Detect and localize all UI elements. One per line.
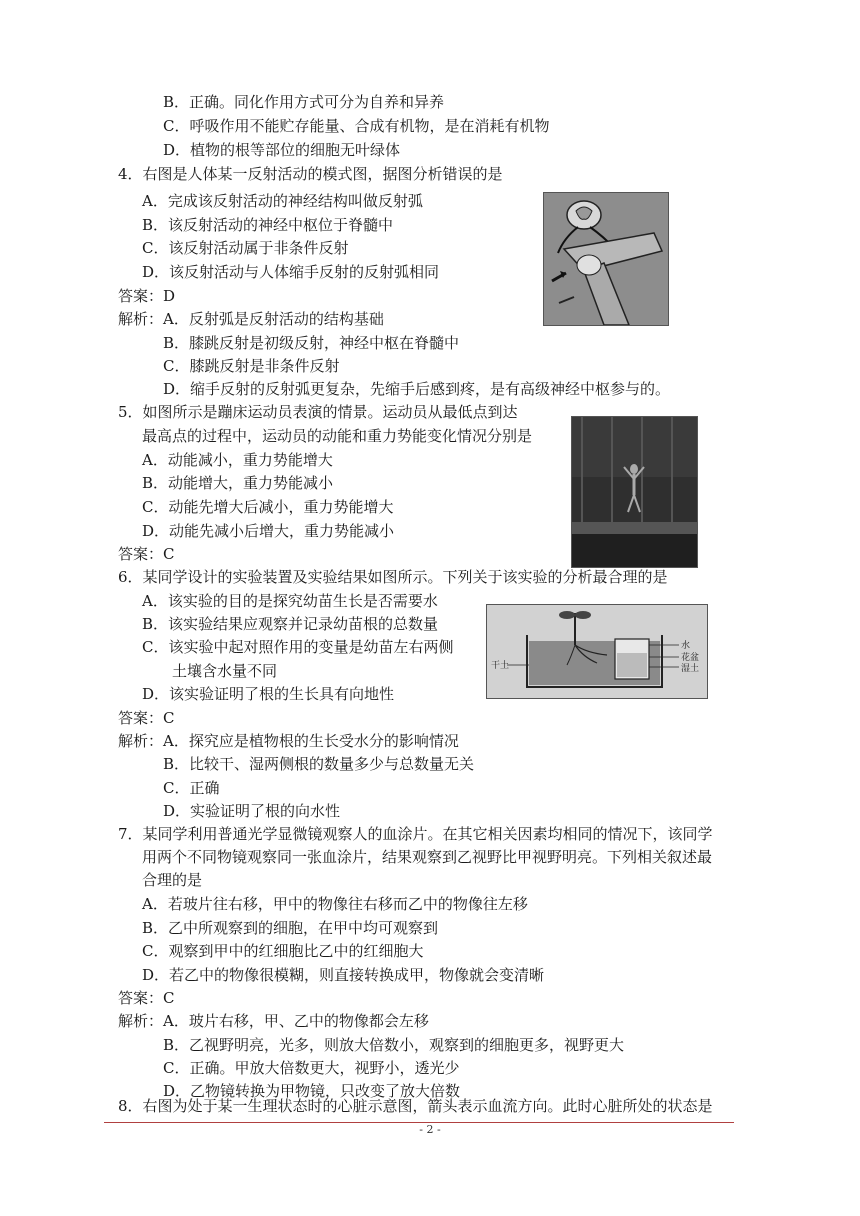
text-line: C．该实验中起对照作用的变量是幼苗左右两侧	[142, 638, 454, 656]
text-line: D．动能先减小后增大，重力势能减小	[142, 522, 395, 540]
text-line: C．呼吸作用不能贮存能量、合成有机物，是在消耗有机物	[163, 117, 550, 135]
text-line: 答案：D	[118, 287, 176, 305]
text-line: B．乙中所观察到的细胞，在甲中均可观察到	[142, 919, 439, 937]
page-number: - 2 -	[419, 1123, 441, 1136]
text-line: B．正确。同化作用方式可分为自养和异养	[163, 93, 445, 111]
reflex-arc-illustration	[544, 193, 668, 325]
text-line: D．植物的根等部位的细胞无叶绿体	[163, 141, 401, 159]
text-line: 用两个不同物镜观察同一张血涂片，结果观察到乙视野比甲视野明亮。下列相关叙述最	[142, 848, 713, 866]
trampoline-scene	[572, 417, 697, 567]
seedling-diagram	[487, 605, 707, 698]
text-line: D．乙物镜转换为甲物镜，只改变了放大倍数	[163, 1082, 461, 1100]
text-line: B．该反射活动的神经中枢位于脊髓中	[142, 216, 394, 234]
text-line: 6．某同学设计的实验装置及实验结果如图所示。下列关于该实验的分析最合理的是	[118, 568, 668, 586]
text-line: 7．某同学利用普通光学显微镜观察人的血涂片。在其它相关因素均相同的情况下，该同学	[118, 825, 713, 843]
text-line: B．比较干、湿两侧根的数量多少与总数量无关	[163, 755, 475, 773]
text-line: 5．如图所示是蹦床运动员表演的情景。运动员从最低点到达	[118, 403, 518, 421]
text-line: D．该反射活动与人体缩手反射的反射弧相同	[142, 263, 440, 281]
label-dry-soil: 干土	[491, 661, 510, 671]
label-wet-soil: 湿土	[681, 664, 700, 674]
text-line: B．动能增大，重力势能减小	[142, 474, 334, 492]
text-line: C．正确	[163, 779, 220, 797]
text-line: 合理的是	[142, 871, 203, 889]
reflex-arc-figure	[543, 192, 669, 326]
text-line: 解析：A．反射弧是反射活动的结构基础	[118, 310, 384, 328]
text-line: B．乙视野明亮，光多，则放大倍数小，观察到的细胞更多，视野更大	[163, 1036, 625, 1054]
text-line: 答案：C	[118, 989, 175, 1007]
seedling-experiment-figure	[486, 604, 708, 699]
text-line: D．若乙中的物像很模糊，则直接转换成甲，物像就会变清晰	[142, 966, 545, 984]
text-line: A．若玻片往右移，甲中的物像往右移而乙中的物像往左移	[142, 895, 528, 913]
text-line: 解析：A．探究应是植物根的生长受水分的影响情况	[118, 732, 459, 750]
text-line: D．缩手反射的反射弧更复杂，先缩手后感到疼，是有高级神经中枢参与的。	[163, 380, 671, 398]
label-water: 水	[681, 641, 691, 651]
text-line: A．完成该反射活动的神经结构叫做反射弧	[142, 192, 423, 210]
text-line: 土壤含水量不同	[172, 662, 278, 680]
text-line: D．实验证明了根的向水性	[163, 802, 341, 820]
trampoline-photo	[571, 416, 698, 568]
text-line: C．该反射活动属于非条件反射	[142, 239, 349, 257]
text-line: C．观察到甲中的红细胞比乙中的红细胞大	[142, 942, 424, 960]
text-line: C．正确。甲放大倍数更大，视野小，透光少	[163, 1059, 460, 1077]
text-line: 最高点的过程中，运动员的动能和重力势能变化情况分别是	[142, 427, 533, 445]
text-line: 解析：A．玻片右移，甲、乙中的物像都会左移	[118, 1012, 429, 1030]
text-line: 8．右图为处于某一生理状态时的心脏示意图，箭头表示血流方向。此时心脏所处的状态是	[118, 1097, 713, 1115]
text-line: C．膝跳反射是非条件反射	[163, 357, 340, 375]
text-line: B．膝跳反射是初级反射，神经中枢在脊髓中	[163, 334, 460, 352]
text-line: A．动能减小，重力势能增大	[142, 451, 333, 469]
text-line: 答案：C	[118, 709, 175, 727]
label-flower-pot: 花盆	[681, 653, 700, 663]
text-line: 答案：C	[118, 545, 175, 563]
text-line: B．该实验结果应观察并记录幼苗根的总数量	[142, 615, 439, 633]
text-line: A．该实验的目的是探究幼苗生长是否需要水	[142, 592, 438, 610]
text-line: D．该实验证明了根的生长具有向地性	[142, 685, 395, 703]
text-line: C．动能先增大后减小，重力势能增大	[142, 498, 394, 516]
text-line: 4．右图是人体某一反射活动的模式图，据图分析错误的是	[118, 165, 503, 183]
